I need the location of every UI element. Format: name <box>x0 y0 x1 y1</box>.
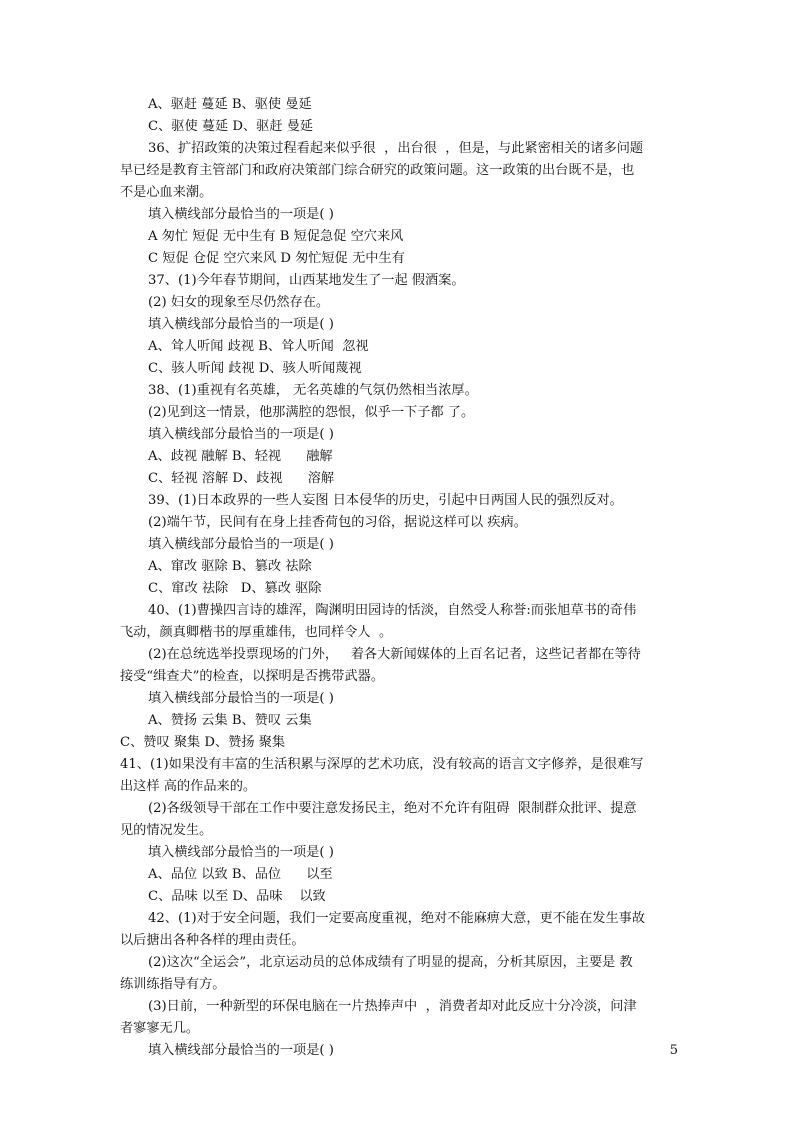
text-line: 42、(1)对于安全问题，我们一定要高度重视，绝对不能麻痹大意，更不能在发生事故 <box>148 911 646 926</box>
text-line: 36、扩招政策的决策过程看起来似乎很 ，出台很 ，但是，与此紧密相关的诸多问题 <box>148 141 644 156</box>
text-line: C、赞叹 聚集 D、赞扬 聚集 <box>120 735 286 750</box>
text-line: 早已经是教育主管部门和政府决策部门综合研究的政策问题。这一政策的出台既不是，也 <box>120 163 635 178</box>
text-line: 不是心血来潮。 <box>120 185 213 200</box>
document-body <box>120 94 680 1062</box>
text-line: C、驱使 蔓延 D、驱赶 曼延 <box>148 119 314 134</box>
text-line: 填入横线部分最恰当的一项是( ) <box>148 691 334 706</box>
text-line: 41、(1)如果没有丰富的生活积累与深厚的艺术功底，没有较高的语言文字修养，是很难写 <box>120 757 644 772</box>
text-line: (2)这次“全运会”，北京运动员的总体成绩有了明显的提高，分析其原因，主要是 教 <box>148 955 633 970</box>
text-line: 见的情况发生。 <box>120 823 213 838</box>
text-line: 接受“缉查犬”的检查，以探明是否携带武器。 <box>120 669 385 684</box>
text-line: A、驱赶 蔓延 B、驱使 曼延 <box>148 97 312 112</box>
text-line: 填入横线部分最恰当的一项是( ) <box>148 845 334 860</box>
text-line: A、赞扬 云集 B、赞叹 云集 <box>148 713 312 728</box>
text-line: (2)在总统选举投票现场的门外， 着各大新闻媒体的上百名记者，这些记者都在等待 <box>148 647 641 662</box>
text-line: 练训练指导有方。 <box>120 977 226 992</box>
text-line: 以后搪出各种各样的理由责任。 <box>120 933 305 948</box>
text-line: 填入横线部分最恰当的一项是( ) <box>148 537 334 552</box>
text-line: 飞动，颜真卿楷书的厚重雄伟，也同样令人 。 <box>120 625 393 640</box>
text-line: C、窜改 祛除 D、篡改 驱除 <box>148 581 322 596</box>
text-line: (2)各级领导干部在工作中要注意发扬民主，绝对不允许有阻碍 限制群众批评、提意 <box>148 801 637 816</box>
text-line: C、轻视 溶解 D、歧视 溶解 <box>148 471 335 486</box>
text-line: 39、(1)日本政界的一些人妄图 日本侵华的历史，引起中日两国人民的强烈反对。 <box>148 493 623 508</box>
text-line: (2) 妇女的现象至尽仍然存在。 <box>148 295 330 310</box>
text-line: 填入横线部分最恰当的一项是( ) <box>148 207 334 222</box>
text-line: 38、(1)重视有名英雄， 无名英雄的气氛仍然相当浓厚。 <box>148 383 478 398</box>
text-line: C、骇人听闻 歧视 D、骇人听闻蔑视 <box>148 361 362 376</box>
text-line: 填入横线部分最恰当的一项是( ) <box>148 317 334 332</box>
text-line: 填入横线部分最恰当的一项是( ) <box>148 1043 334 1058</box>
text-line: (2)见到这一情景，他那满腔的怨恨，似乎一下子都 了。 <box>148 405 475 420</box>
text-line: 37、(1)今年春节期间，山西某地发生了一起 假酒案。 <box>148 273 465 288</box>
text-line: 40、(1)曹操四言诗的雄浑，陶渊明田园诗的恬淡，自然受人称誉:而张旭草书的奇伟 <box>148 603 637 618</box>
text-line: 出这样 高的作品来的。 <box>120 779 257 794</box>
text-line: 填入横线部分最恰当的一项是( ) <box>148 427 334 442</box>
text-line: A、耸人听闻 歧视 B、耸人听闻 忽视 <box>148 339 369 354</box>
text-line: 者寥寥无几。 <box>120 1021 200 1036</box>
text-line: (2)端午节，民间有在身上挂香荷包的习俗，据说这样可以 疾病。 <box>148 515 527 530</box>
text-line: A 匆忙 短促 无中生有 B 短促急促 空穴来风 <box>148 229 404 244</box>
text-line: A、歧视 融解 B、轻视 融解 <box>148 449 333 464</box>
text-line: C 短促 仓促 空穴来风 D 匆忙短促 无中生有 <box>148 251 405 266</box>
text-line: C、品味 以至 D、品味 以致 <box>148 889 326 904</box>
text-line: (3)日前，一种新型的环保电脑在一片热捧声中 ，消费者却对此反应十分冷淡，问津 <box>148 999 637 1014</box>
text-line: A、窜改 驱除 B、篡改 祛除 <box>148 559 312 574</box>
text-line: A、品位 以致 B、品位 以至 <box>148 867 333 882</box>
page-number: 5 <box>669 1043 678 1058</box>
